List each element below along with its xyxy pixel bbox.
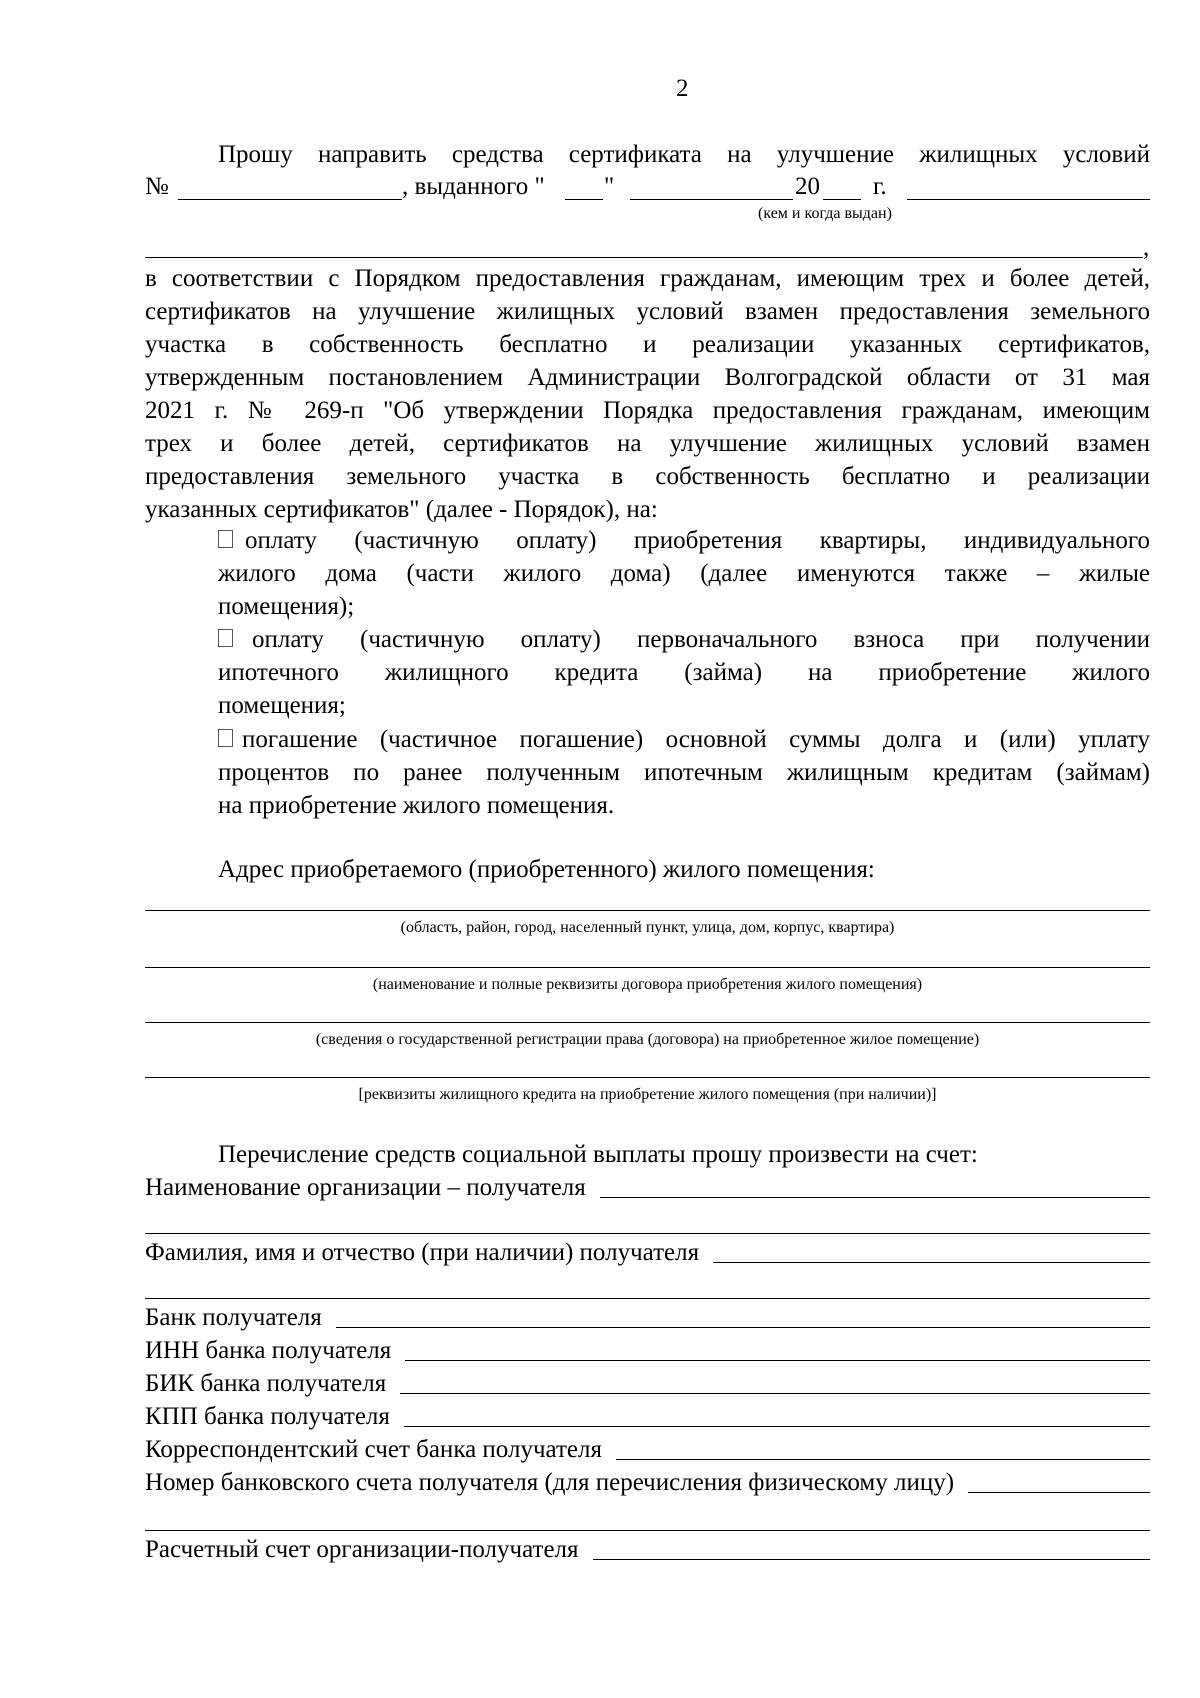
- body-line: сертификатов на улучшение жилищных условий взамен предоставления земельного: [145, 298, 1150, 325]
- address-field[interactable]: [145, 910, 1150, 911]
- account-row: [145, 1466, 1150, 1499]
- kpp-label: КПП банка получателя: [145, 1403, 390, 1430]
- org-name-row: [145, 1171, 1150, 1204]
- fio-field[interactable]: [713, 1262, 1150, 1263]
- account-field-2[interactable]: [145, 1530, 1150, 1531]
- settlement-account-field[interactable]: [593, 1559, 1150, 1560]
- inn-field[interactable]: [405, 1360, 1150, 1361]
- issued-by-field[interactable]: [907, 199, 1150, 200]
- fio-row: [145, 1236, 1150, 1269]
- kpp-row: [145, 1400, 1150, 1433]
- option-line: помещения;: [218, 692, 346, 719]
- body-line: указанных сертификатов" (далее - Порядок), на:: [145, 496, 658, 523]
- inn-label: ИНН банка получателя: [145, 1337, 392, 1364]
- registration-caption: (сведения о государственной регистрации права (договора) на приобретенное жилое помещение): [315, 1031, 980, 1048]
- body-line: предоставления земельного участка в собственность бесплатно и реализации: [145, 463, 1150, 490]
- transfer-heading: Перечисление средств социальной выплаты прошу произвести на счет:: [218, 1141, 978, 1168]
- option-line: оплату (частичную оплату) первоначального взноса при получении: [252, 626, 1150, 653]
- bank-field[interactable]: [336, 1327, 1150, 1328]
- bik-row: [145, 1367, 1150, 1400]
- option-checkbox[interactable]: [218, 729, 233, 747]
- org-name-label: Наименование организации – получателя: [145, 1174, 586, 1201]
- fio-label: Фамилия, имя и отчество (при наличии) получателя: [145, 1239, 700, 1266]
- bank-row: [145, 1301, 1150, 1334]
- option-line: погашение (частичное погашение) основной суммы долга и (или) уплату: [242, 726, 1150, 753]
- settlement-label: Расчетный счет организации-получателя: [145, 1536, 579, 1563]
- option-line: на приобретение жилого помещения.: [218, 792, 615, 819]
- year-prefix: 20: [795, 173, 820, 200]
- option-checkbox[interactable]: [218, 629, 233, 647]
- issued-label: , выданного ": [402, 173, 545, 200]
- account-label: Номер банковского счета получателя (для перечисления физическому лицу): [145, 1469, 955, 1496]
- issued-by-field-2[interactable]: [145, 257, 1143, 258]
- contract-field[interactable]: [145, 967, 1150, 968]
- corr-row: [145, 1433, 1150, 1466]
- org-name-field-2[interactable]: [145, 1233, 1150, 1234]
- credit-field[interactable]: [145, 1077, 1150, 1078]
- issued-day-field[interactable]: [565, 199, 603, 200]
- bik-label: БИК банка получателя: [145, 1370, 387, 1397]
- address-heading: Адрес приобретаемого (приобретенного) жилого помещения:: [218, 856, 875, 883]
- option-line: жилого дома (части жилого дома) (далее именуются также – жилые: [218, 560, 1150, 587]
- settlement-row: [145, 1533, 1150, 1566]
- contract-caption: (наименование и полные реквизиты договора приобретения жилого помещения): [372, 976, 923, 993]
- kpp-field[interactable]: [404, 1426, 1150, 1427]
- intro-comma: ,: [1143, 234, 1150, 261]
- corr-account-field[interactable]: [616, 1459, 1150, 1460]
- option-line: ипотечного жилищного кредита (займа) на приобретение жилого: [218, 659, 1150, 686]
- address-caption: (область, район, город, населенный пункт, улица, дом, корпус, квартира): [400, 919, 895, 936]
- org-name-field[interactable]: [600, 1197, 1150, 1198]
- body-line: утвержденным постановлением Администрации Волгоградской области от 31 мая: [145, 364, 1150, 391]
- issued-month-field[interactable]: [630, 199, 793, 200]
- body-line: трех и более детей, сертификатов на улучшение жилищных условий взамен: [145, 430, 1150, 457]
- issued-year-field[interactable]: [823, 199, 861, 200]
- corr-label: Корреспондентский счет банка получателя: [145, 1436, 602, 1463]
- registration-field[interactable]: [145, 1022, 1150, 1023]
- year-suffix: г.: [873, 173, 887, 200]
- fio-field-2[interactable]: [145, 1298, 1150, 1299]
- option-line: оплату (частичную оплату) приобретения квартиры, индивидуального: [245, 527, 1150, 554]
- option-line: процентов по ранее полученным ипотечным жилищным кредитам (займам): [218, 759, 1150, 786]
- account-field[interactable]: [968, 1492, 1150, 1493]
- issued-caption: (кем и когда выдан): [758, 205, 892, 222]
- option-checkbox[interactable]: [218, 530, 233, 548]
- page-number: 2: [676, 75, 689, 102]
- inn-row: [145, 1334, 1150, 1367]
- body-line: 2021 г. № 269-п "Об утверждении Порядка предоставления гражданам, имеющим: [145, 397, 1150, 424]
- body-line: участка в собственность бесплатно и реализации указанных сертификатов,: [145, 331, 1150, 358]
- option-line: помещения);: [218, 593, 355, 620]
- bank-label: Банк получателя: [145, 1304, 322, 1331]
- intro-line: Прошу направить средства сертификата на улучшение жилищных условий: [218, 141, 1150, 168]
- bik-field[interactable]: [400, 1393, 1150, 1394]
- body-line: в соответствии с Порядком предоставления гражданам, имеющим трех и более детей,: [145, 265, 1150, 292]
- certificate-number-field[interactable]: [178, 199, 402, 200]
- quote-close: ": [604, 173, 615, 200]
- certificate-number-label: №: [145, 173, 169, 200]
- credit-caption: [реквизиты жилищного кредита на приобретение жилого помещения (при наличии)]: [358, 1086, 937, 1103]
